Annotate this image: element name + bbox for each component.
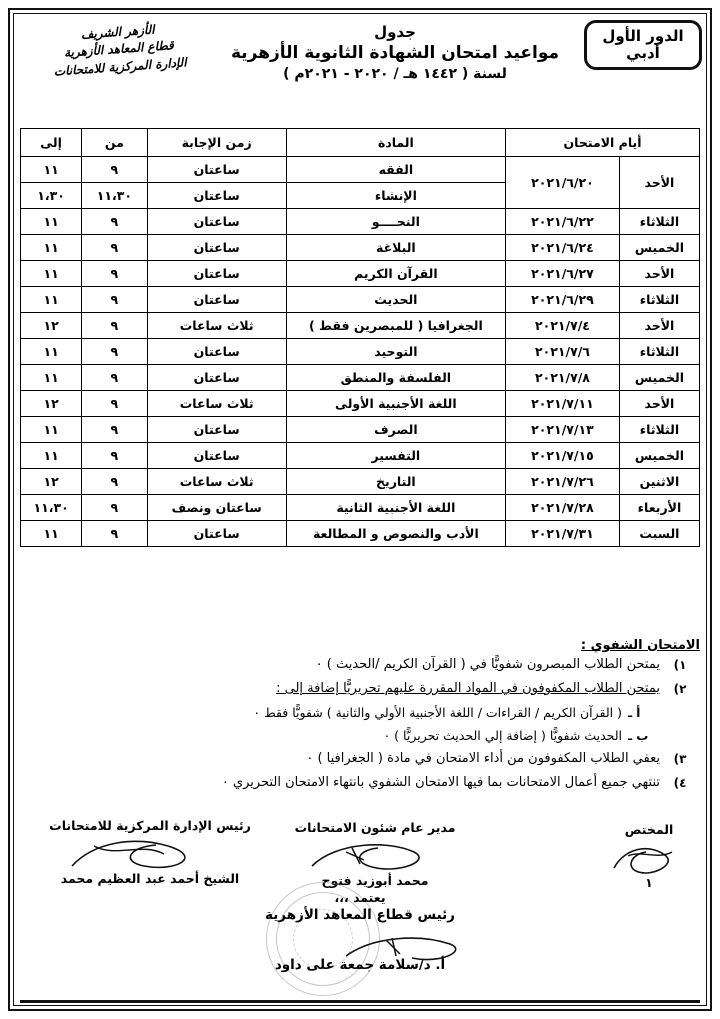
table-body (21, 157, 700, 547)
table-row (21, 391, 700, 417)
cell-to: ١١ (21, 365, 82, 391)
cell-subject: الجغرافيا ( للمبصرين فقط ) (286, 313, 505, 339)
note-text: ( القرآن الكريم / القراءات / اللغة الأجنبية الأولي والثانية ) شفويًّا فقط ٠ (253, 704, 622, 720)
column-header-day: أيام الامتحان (506, 129, 700, 157)
table-row (21, 339, 700, 365)
cell-to: ١٢ (21, 313, 82, 339)
cell-subject: الإنشاء (286, 183, 505, 209)
approval-line2: رئيس قطاع المعاهد الأزهرية (265, 907, 455, 923)
cell-duration: ساعتان (147, 417, 286, 443)
document-page (8, 8, 712, 1011)
cell-subject: اللغة الأجنبية الأولى (286, 391, 505, 417)
cell-from: ٩ (82, 157, 147, 183)
cell-subject: النحــــو (286, 209, 505, 235)
note-item (20, 705, 700, 721)
cell-day: الأحد (619, 261, 699, 287)
table-row (21, 313, 700, 339)
document-header (10, 10, 710, 122)
cell-date: ٢٠٢١/٧/٢٦ (506, 469, 620, 495)
org-line3: الإدارة المركزية للامتحانات (53, 55, 187, 79)
cell-date: ٢٠٢١/٧/٤ (506, 313, 620, 339)
note-marker: ٢) (673, 681, 687, 696)
cell-to: ١١ (21, 339, 82, 365)
cell-subject: الفلسفة والمنطق (286, 365, 505, 391)
table-row (21, 209, 700, 235)
org-line2: قطاع المعاهد الأزهرية (63, 38, 175, 61)
cell-subject: الحديث (286, 287, 505, 313)
director-role: مدير عام شئون الامتحانات (294, 820, 456, 835)
notes-title: الامتحان الشفوي : (580, 638, 700, 653)
table-row (21, 443, 700, 469)
table-row (21, 261, 700, 287)
notes-list (20, 657, 700, 792)
cell-from: ١١،٣٠ (82, 183, 147, 209)
cell-duration: ساعتان (147, 365, 286, 391)
column-header-subject: المادة (286, 129, 505, 157)
cell-to: ١١ (21, 417, 82, 443)
schedule-table-container (20, 128, 700, 547)
cell-to: ١٢ (21, 391, 82, 417)
cell-date: ٢٠٢١/٧/٨ (506, 365, 620, 391)
table-row (21, 521, 700, 547)
cell-from: ٩ (82, 417, 147, 443)
title-line2: مواعيد امتحان الشهادة الثانوية الأزهرية (230, 43, 560, 64)
cell-date: ٢٠٢١/٧/١٣ (506, 417, 620, 443)
cell-day: الثلاثاء (619, 417, 699, 443)
cell-to: ١١ (21, 209, 82, 235)
table-row (21, 287, 700, 313)
cell-date: ٢٠٢١/٧/٢٨ (506, 495, 620, 521)
cell-duration: ثلاث ساعات (147, 469, 286, 495)
cell-day: الثلاثاء (619, 287, 699, 313)
cell-subject: الصرف (286, 417, 505, 443)
cell-date: ٢٠٢١/٧/٣١ (506, 521, 620, 547)
director-name: محمد أبوزيد فتوح (321, 873, 429, 888)
central-name: الشيخ أحمد عبد العظيم محمد (60, 871, 240, 886)
cell-date: ٢٠٢١/٧/١٥ (506, 443, 620, 469)
org-line1: الأزهر الشريف (80, 22, 155, 42)
organization-calligraphy (32, 18, 205, 82)
cell-duration: ساعتان (147, 235, 286, 261)
cell-date: ٢٠٢١/٦/٢٢ (506, 209, 620, 235)
page-title (230, 22, 560, 84)
table-row (21, 157, 700, 183)
cell-day: الأحد (619, 313, 699, 339)
table-header-row (21, 129, 700, 157)
column-header-from: من (82, 129, 147, 157)
title-line3: لسنة ( ١٤٤٢ هـ / ٢٠٢٠ - ٢٠٢١م ) (283, 66, 507, 83)
cell-to: ١٢ (21, 469, 82, 495)
cell-date: ٢٠٢١/٦/٢٧ (506, 261, 620, 287)
cell-to: ١١ (21, 235, 82, 261)
cell-to: ١١ (21, 261, 82, 287)
cell-from: ٩ (82, 443, 147, 469)
cell-subject: التاريخ (286, 469, 505, 495)
cell-day: الخميس (619, 443, 699, 469)
column-header-duration: زمن الإجابة (147, 129, 286, 157)
specialist-name: ١ (645, 875, 653, 890)
note-item (20, 728, 700, 744)
badge-line2: أدبي (626, 44, 660, 62)
cell-from: ٩ (82, 235, 147, 261)
central-role: رئيس الإدارة المركزية للامتحانات (49, 818, 251, 833)
cell-subject: الفقه (286, 157, 505, 183)
cell-duration: ساعتان (147, 261, 286, 287)
cell-day: الأحد (619, 391, 699, 417)
cell-subject: التوحيد (286, 339, 505, 365)
column-header-to: إلى (21, 129, 82, 157)
cell-duration: ثلاث ساعات (147, 313, 286, 339)
approval-line1: يعتمد ،،، (334, 890, 386, 905)
cell-from: ٩ (82, 261, 147, 287)
cell-from: ٩ (82, 521, 147, 547)
cell-duration: ساعتان (147, 443, 286, 469)
note-text: يعفي الطلاب المكفوفون من أداء الامتحان في مادة ( الجغرافيا ) ٠ (306, 751, 660, 767)
cell-duration: ساعتان (147, 157, 286, 183)
cell-date: ٢٠٢١/٧/٦ (506, 339, 620, 365)
cell-to: ١١ (21, 287, 82, 313)
bottom-divider (20, 1000, 700, 1003)
cell-duration: ساعتان (147, 183, 286, 209)
cell-subject: اللغة الأجنبية الثانية (286, 495, 505, 521)
table-row (21, 469, 700, 495)
cell-day: الأربعاء (619, 495, 699, 521)
cell-date: ٢٠٢١/٦/٢٩ (506, 287, 620, 313)
note-item (20, 657, 700, 674)
cell-duration: ثلاث ساعات (147, 391, 286, 417)
signature-central-director (40, 818, 260, 886)
cell-to: ١،٣٠ (21, 183, 82, 209)
table-header (21, 129, 700, 157)
cell-day: الثلاثاء (619, 209, 699, 235)
note-item (20, 751, 700, 768)
cell-subject: التفسير (286, 443, 505, 469)
cell-to: ١١،٣٠ (21, 495, 82, 521)
table-row (21, 235, 700, 261)
cell-date: ٢٠٢١/٦/٢٠ (506, 157, 620, 209)
cell-date: ٢٠٢١/٦/٢٤ (506, 235, 620, 261)
cell-subject: القرآن الكريم (286, 261, 505, 287)
cell-from: ٩ (82, 313, 147, 339)
signature-specialist (604, 822, 694, 890)
note-text: يمتحن الطلاب المبصرون شفويًّا في ( القرآن الكريم /الحديث ) ٠ (315, 657, 660, 672)
cell-to: ١١ (21, 521, 82, 547)
cell-day: الخميس (619, 235, 699, 261)
cell-from: ٩ (82, 287, 147, 313)
cell-from: ٩ (82, 469, 147, 495)
cell-to: ١١ (21, 157, 82, 183)
cell-to: ١١ (21, 443, 82, 469)
signature-director (280, 820, 470, 888)
approval-line3: أ. د/سلامة جمعة على داود (274, 957, 446, 973)
cell-day: الخميس (619, 365, 699, 391)
cell-duration: ساعتان (147, 339, 286, 365)
cell-duration: ساعتان (147, 209, 286, 235)
cell-duration: ساعتان ونصف (147, 495, 286, 521)
cell-day: السبت (619, 521, 699, 547)
note-marker: ٣) (673, 752, 687, 767)
note-marker: ب ـ (628, 729, 649, 744)
cell-subject: البلاغة (286, 235, 505, 261)
cell-from: ٩ (82, 495, 147, 521)
note-marker: ٤) (673, 776, 687, 791)
cell-subject: الأدب والنصوص و المطالعة (286, 521, 505, 547)
cell-duration: ساعتان (147, 287, 286, 313)
note-text: الحديث شفويًّا ( إضافة إلي الحديث تحريريًّا ) ٠ (383, 728, 622, 744)
cell-day: الأحد (619, 157, 699, 209)
cell-from: ٩ (82, 339, 147, 365)
note-marker: ١) (673, 658, 687, 672)
note-item (20, 681, 700, 698)
table-row (21, 495, 700, 521)
note-item (20, 775, 700, 792)
cell-from: ٩ (82, 391, 147, 417)
table-row (21, 417, 700, 443)
oral-exam-notes (20, 638, 700, 799)
badge-line1: الدور الأول (602, 27, 684, 46)
title-line1: جدول (374, 23, 416, 41)
cell-day: الاثنين (619, 469, 699, 495)
approval-block (210, 890, 510, 973)
specialist-role: المختص (624, 822, 674, 837)
note-marker: أ ـ (628, 705, 641, 720)
cell-duration: ساعتان (147, 521, 286, 547)
table-row (21, 365, 700, 391)
note-text: يمتحن الطلاب المكفوفون في المواد المقررة عليهم تحريريًّا إضافة إلى : (276, 680, 660, 696)
cell-from: ٩ (82, 209, 147, 235)
cell-date: ٢٠٢١/٧/١١ (506, 391, 620, 417)
round-badge (584, 20, 702, 70)
exam-schedule-table (20, 128, 700, 547)
note-text: تنتهي جميع أعمال الامتحانات بما فيها الامتحان الشفوي بانتهاء الامتحان التحريري ٠ (221, 775, 660, 791)
cell-from: ٩ (82, 365, 147, 391)
cell-day: الثلاثاء (619, 339, 699, 365)
